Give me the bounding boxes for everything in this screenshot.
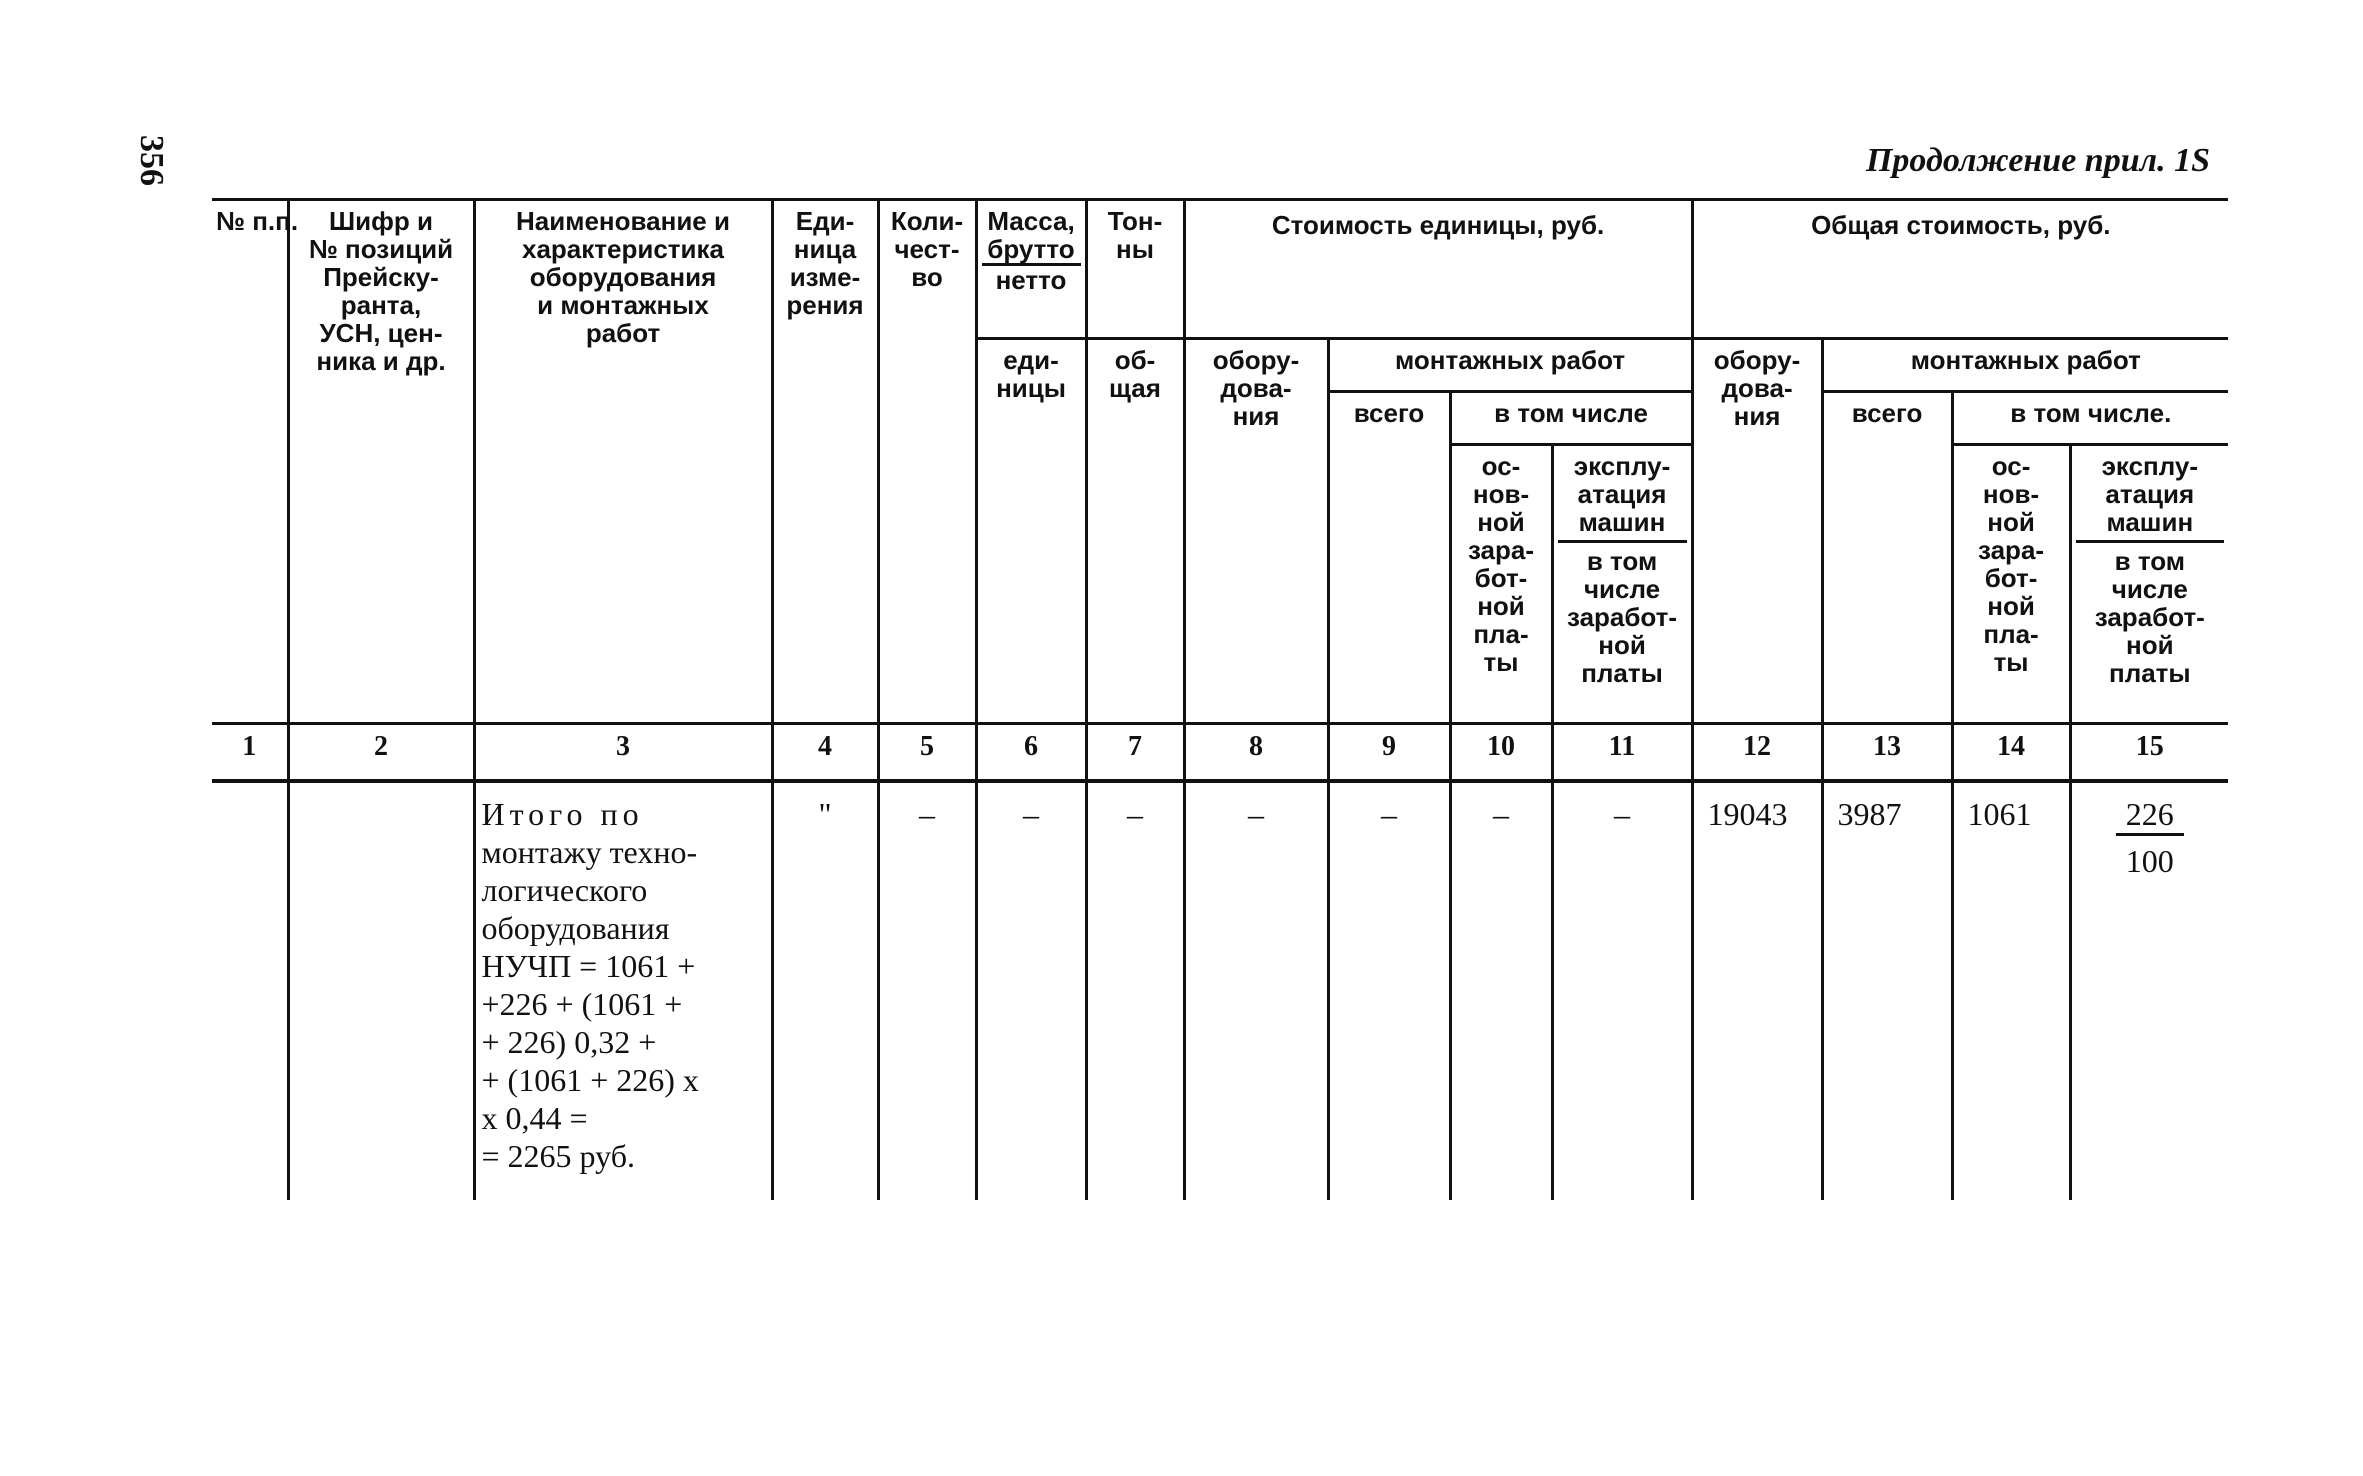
fraction-numerator: 226 [2116, 795, 2184, 836]
cell-total-mount: 3987 [1822, 781, 1952, 1200]
col-num: 2 [288, 724, 474, 782]
col-num: 14 [1952, 724, 2070, 782]
header-mass-total: об- щая [1086, 339, 1184, 724]
header-unit-base-wage: ос- нов- ной зара- бот- ной пла- ты [1450, 445, 1552, 724]
header-total-cost: Общая стоимость, руб. [1692, 200, 2228, 339]
header-total-equipment: обору- дова- ния [1692, 339, 1822, 724]
cell-total-base-wage: 1061 [1952, 781, 2070, 1200]
cell-unit-machines: – [1552, 781, 1692, 1200]
header-unit-mounting: монтажных работ [1328, 339, 1692, 392]
header-total-mounting: монтажных работ [1822, 339, 2228, 392]
header-tons: Тон- ны [1086, 200, 1184, 339]
col-num: 4 [772, 724, 878, 782]
cell-unit: " [772, 781, 878, 1200]
cell-unit-base-wage: – [1450, 781, 1552, 1200]
cell-mass-unit: – [976, 781, 1086, 1200]
page-number: 356 [133, 135, 170, 186]
table-row [212, 781, 2228, 1200]
cell-total-equipment: 19043 [1692, 781, 1822, 1200]
col-num: 8 [1184, 724, 1328, 782]
cell-qty: – [878, 781, 976, 1200]
header-mass-unit: еди- ницы [976, 339, 1086, 724]
col-num: 15 [2070, 724, 2228, 782]
fraction [2116, 795, 2184, 880]
col-num: 5 [878, 724, 976, 782]
header-quantity: Коли- чест- во [878, 200, 976, 724]
header-total-base-wage: ос- нов- ной зара- бот- ной пла- ты [1952, 445, 2070, 724]
col-num: 1 [212, 724, 288, 782]
header-unit: Еди- ница изме- рения [772, 200, 878, 724]
col-num: 3 [474, 724, 772, 782]
header-total-mount-all: всего [1822, 392, 1952, 724]
header-number: № п.п. [212, 200, 288, 724]
header-unit-cost: Стоимость единицы, руб. [1184, 200, 1692, 339]
column-number-row [212, 724, 2228, 782]
cell-number [212, 781, 288, 1200]
header-unit-equipment: обору- дова- ния [1184, 339, 1328, 724]
col-num: 13 [1822, 724, 1952, 782]
cell-code [288, 781, 474, 1200]
header-total-machines: эксплу- атация машин в том числе заработ- ной платы [2070, 445, 2228, 724]
header-name: Наименование и характеристика оборудования и монтажных работ [474, 200, 772, 724]
col-num: 10 [1450, 724, 1552, 782]
header-unit-machines: эксплу- атация машин в том числе заработ- ной платы [1552, 445, 1692, 724]
header-total-incl: в том числе. [1952, 392, 2228, 445]
col-num: 9 [1328, 724, 1450, 782]
estimate-table [212, 198, 2228, 1200]
col-num: 7 [1086, 724, 1184, 782]
col-num: 12 [1692, 724, 1822, 782]
col-num: 11 [1552, 724, 1692, 782]
cell-total-machines [2070, 781, 2228, 1200]
continuation-title: Продолжение прил. 1S [1865, 142, 2210, 179]
cell-mass-total: – [1086, 781, 1184, 1200]
header-unit-incl: в том числе [1450, 392, 1692, 445]
header-code: Шифр и № позиций Прейску- ранта, УСН, цен- ника и др. [288, 200, 474, 724]
header-unit-mount-all: всего [1328, 392, 1450, 724]
cell-unit-equipment: – [1184, 781, 1328, 1200]
header-mass: Масса, брутто нетто [976, 200, 1086, 339]
col-num: 6 [976, 724, 1086, 782]
cell-description: Итого по монтажу техно- логического оборудования НУЧП = 1061 + +226 + (1061 + + 226) 0,32 + + (1061 + 226) x x 0,44 = = 2265 руб. [474, 781, 772, 1200]
fraction-denominator: 100 [2125, 843, 2174, 879]
cell-unit-mount-total: – [1328, 781, 1450, 1200]
